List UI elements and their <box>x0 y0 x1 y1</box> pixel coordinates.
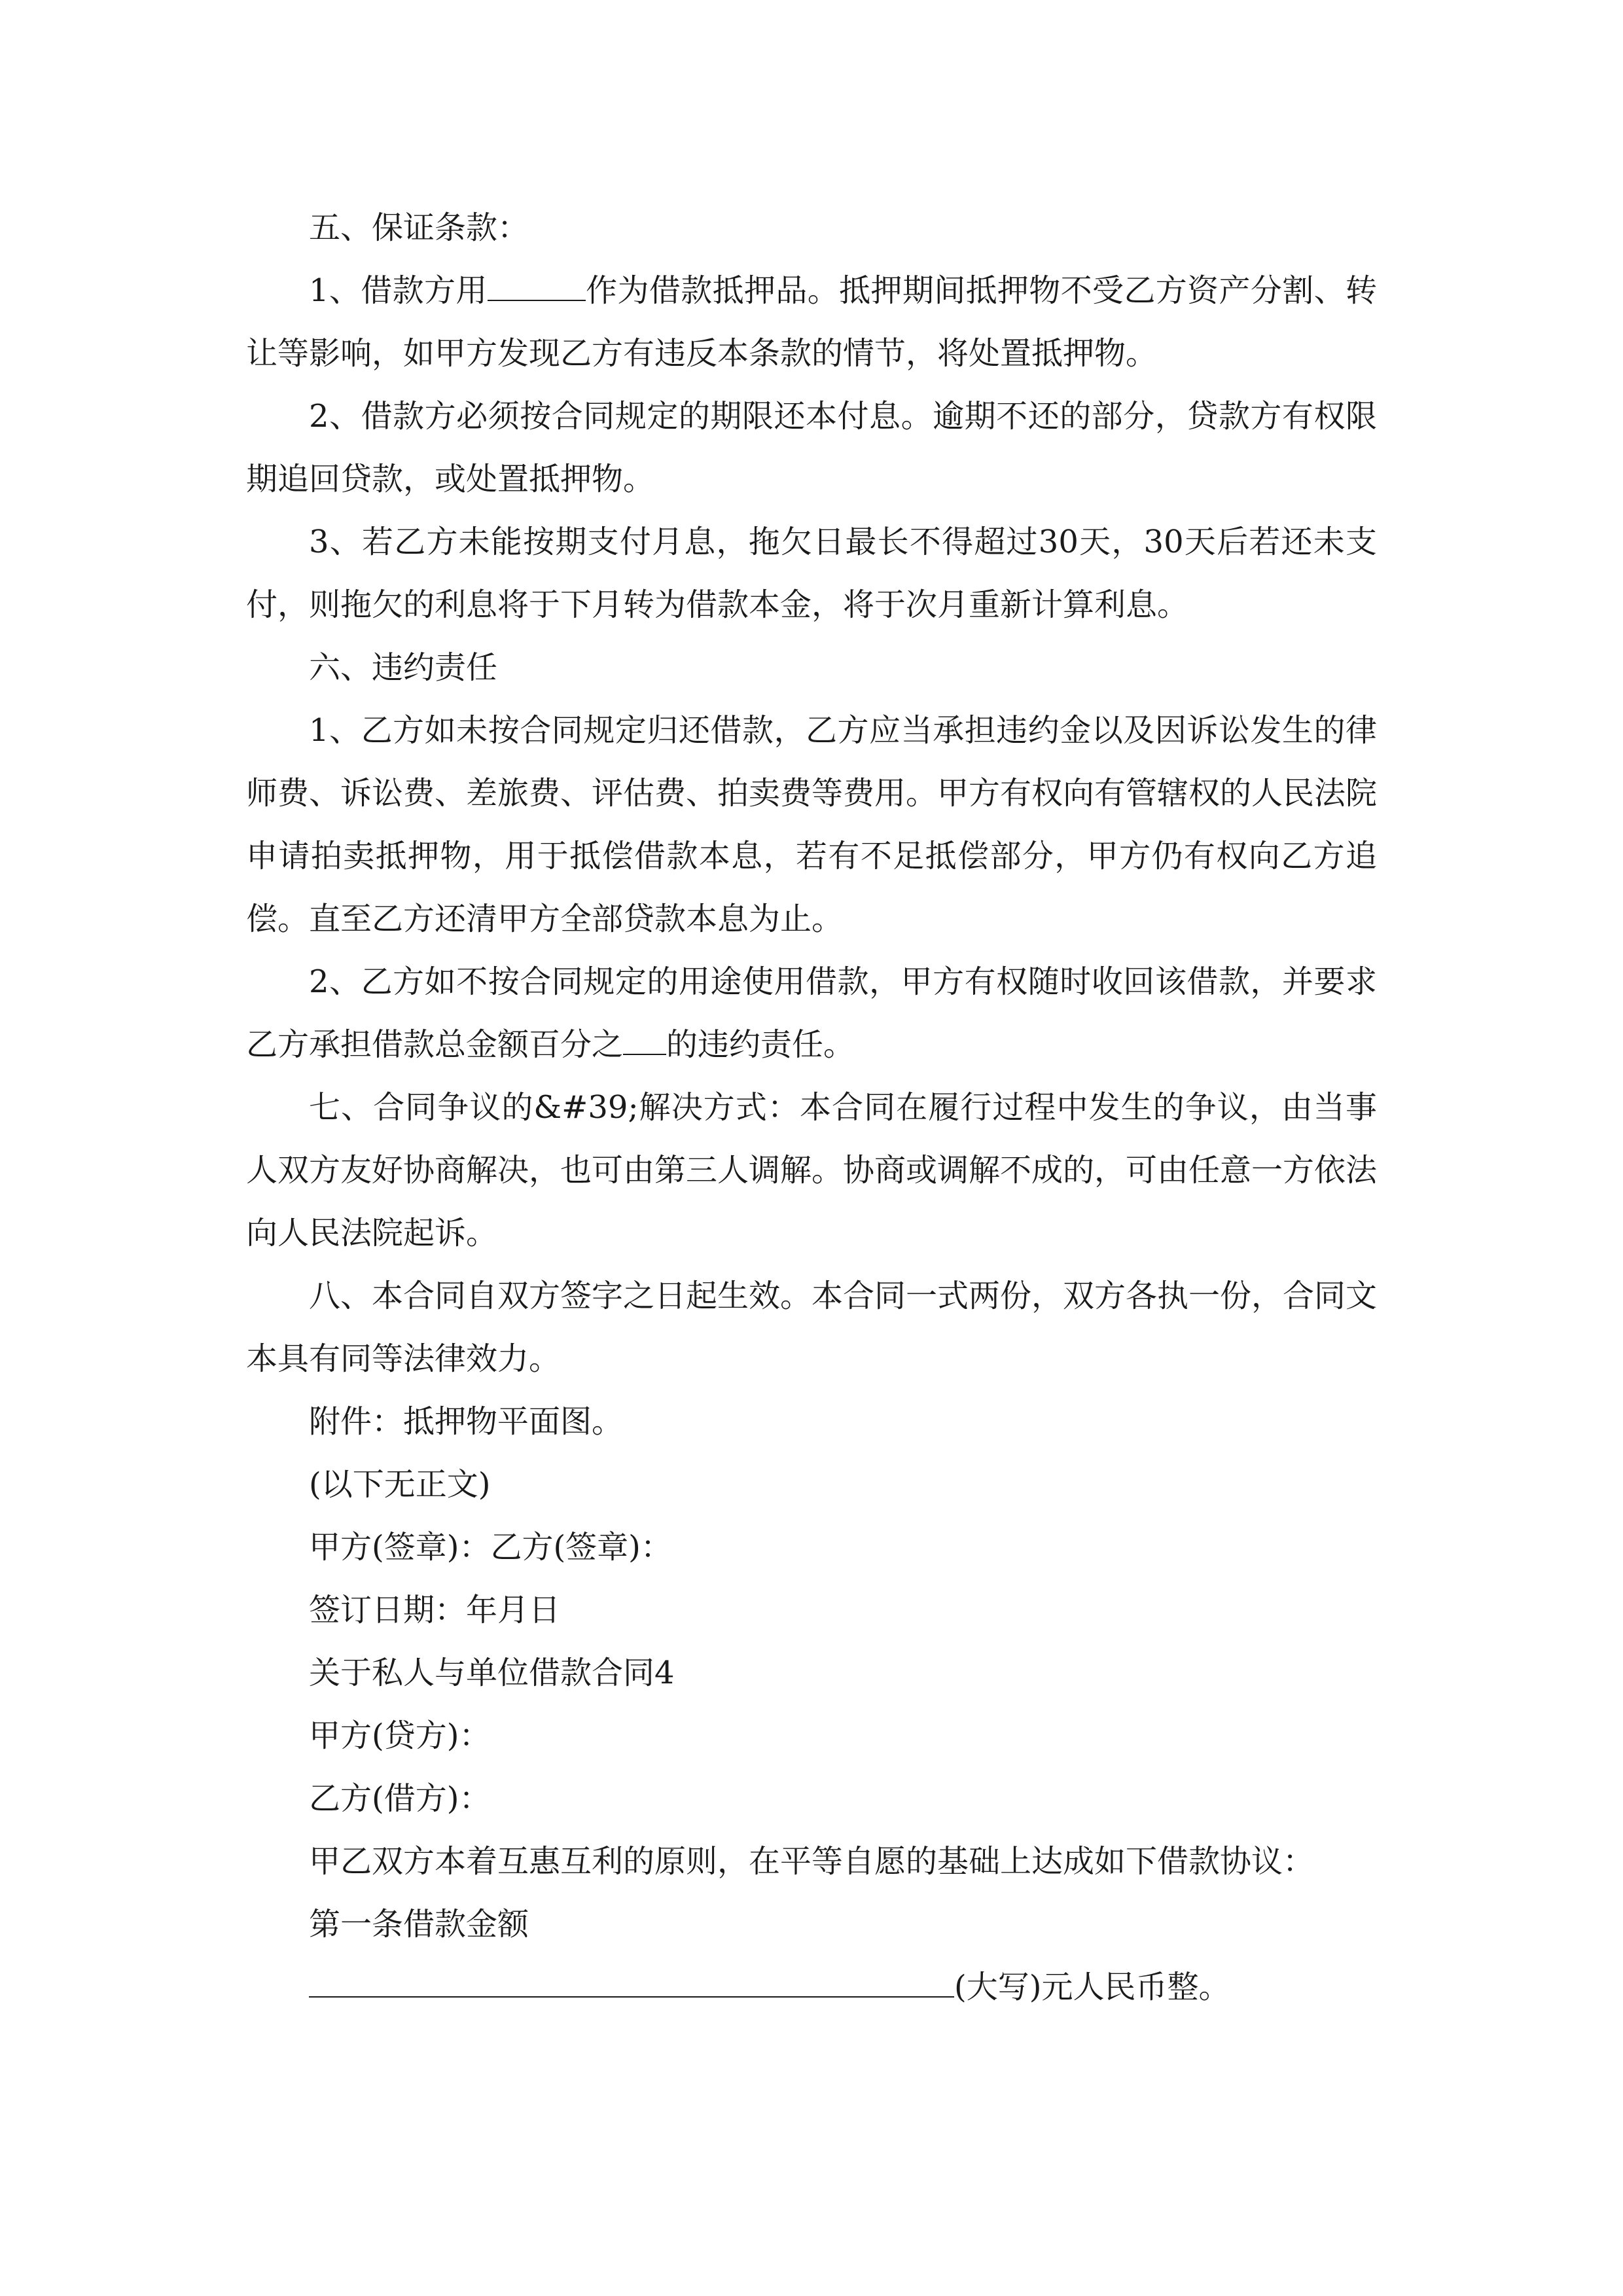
article-1-amount <box>246 1956 1377 2018</box>
clause-text: 的违约责任。 <box>666 1026 855 1063</box>
amount-blank <box>309 1970 954 1998</box>
clause-text: 作为借款抵押品。抵押期间抵押物不受乙方资产分割、转让等影响，如甲方发现乙方有违反本条款的情节，将处置抵押物。 <box>246 272 1377 372</box>
section-8-effect: 八、本合同自双方签字之日起生效。本合同一式两份，双方各执一份，合同文本具有同等法律效力。 <box>246 1278 1378 1377</box>
section-5-clause-1 <box>246 259 1377 385</box>
amount-suffix: (大写)元人民币整。 <box>954 1969 1230 2005</box>
section-6-clause-2 <box>246 950 1377 1076</box>
article-1-title: 第一条借款金额 <box>309 1906 529 1943</box>
document-body <box>246 196 1377 2018</box>
attachment-line: 附件：抵押物平面图。 <box>309 1403 624 1440</box>
section-5-title: 五、保证条款： <box>309 209 529 246</box>
no-more-text-line: (以下无正文) <box>309 1466 491 1503</box>
section-6-clause-1: 1、乙方如未按合同规定归还借款，乙方应当承担违约金以及因诉讼发生的律师费、诉讼费、差旅费、评估费、拍卖费等费用。甲方有权向有管辖权的人民法院申请拍卖抵押物，用于抵偿借款本息，若有不足抵偿部分，甲方仍有权向乙方追偿。直至乙方还清甲方全部贷款本息为止。 <box>246 712 1378 937</box>
signature-line: 甲方(签章)：乙方(签章)： <box>309 1529 672 1566</box>
section-5-clause-3: 3、若乙方未能按期支付月息，拖欠日最长不得超过30天，30天后若还未支付，则拖欠的利息将于下月转为借款本金，将于次月重新计算利息。 <box>246 524 1377 623</box>
clause-text: 1、借款方用 <box>309 272 488 309</box>
contract-4-title: 关于私人与单位借款合同4 <box>309 1655 675 1691</box>
sign-date-line: 签订日期：年月日 <box>309 1592 561 1628</box>
preamble-line: 甲乙双方本着互惠互利的原则，在平等自愿的基础上达成如下借款协议： <box>309 1843 1315 1880</box>
party-a-line: 甲方(贷方)： <box>309 1717 491 1754</box>
section-6-title: 六、违约责任 <box>309 649 498 686</box>
party-b-line: 乙方(借方)： <box>309 1780 491 1817</box>
percentage-blank <box>623 1028 666 1055</box>
collateral-blank <box>488 274 586 301</box>
section-5-clause-2: 2、借款方必须按合同规定的期限还本付息。逾期不还的部分，贷款方有权限期追回贷款，或处置抵押物。 <box>246 398 1377 497</box>
clause-text: 2、乙方如不按合同规定的用途使用借款，甲方有权随时收回该借款，并要求乙方承担借款总金额百分之 <box>246 963 1377 1063</box>
section-7-dispute: 七、合同争议的&#39;解决方式：本合同在履行过程中发生的争议，由当事人双方友好协商解决，也可由第三人调解。协商或调解不成的，可由任意一方依法向人民法院起诉。 <box>246 1089 1378 1251</box>
